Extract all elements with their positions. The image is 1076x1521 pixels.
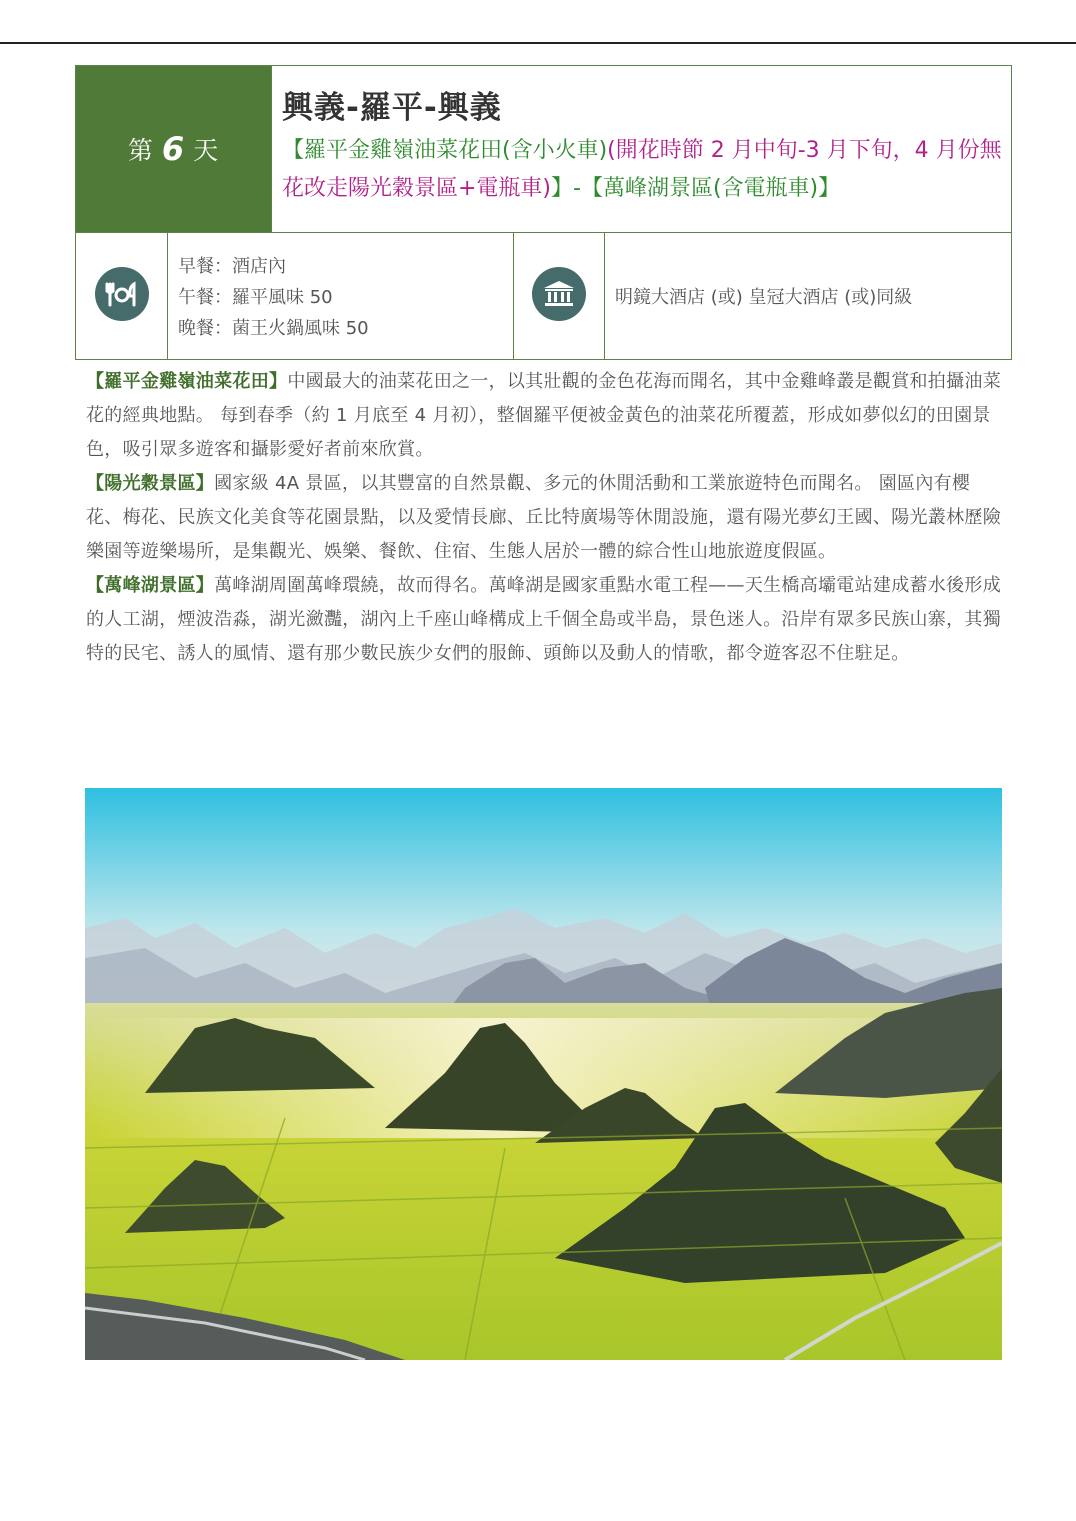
route-title: 興義-羅平-興義 [282, 90, 502, 126]
description-body: 萬峰湖周圍萬峰環繞，故而得名。萬峰湖是國家重點水電工程——天生橋高壩電站建成蓄水後形成的人工湖，煙波浩淼，湖光瀲灩，湖內上千座山峰構成上千個全島或半島，景色迷人。沿岸有眾多民族山寨，其獨特的民宅、誘人的風情、還有那少數民族少女們的服飾、頭飾以及動人的情歌，都令遊客忍不住駐足。 [86, 575, 1002, 664]
dining-icon [95, 267, 149, 321]
hotel-icon-cell [514, 233, 605, 359]
attraction-descriptions [86, 365, 1006, 671]
description-heading: 【羅平金雞嶺油菜花田】 [86, 371, 288, 392]
description-heading: 【萬峰湖景區】 [86, 575, 215, 596]
top-rule [0, 42, 1076, 44]
hotel-cell [605, 233, 1011, 359]
subtitle-part3: 】-【萬峰湖景區(含電瓶車)】 [551, 176, 841, 201]
day-header [271, 66, 1011, 232]
day-suffix: 天 [193, 136, 220, 165]
day-prefix: 第 [127, 136, 154, 165]
subtitle-part1: 【羅平金雞嶺油菜花田(含小火車) [282, 138, 608, 163]
rapeseed-field-landscape-photo [85, 788, 1002, 1360]
route-subtitle [282, 132, 1003, 208]
meal-icon-cell [76, 233, 168, 359]
description-paragraph [86, 569, 1006, 671]
lunch-text: 午餐：羅平風味 50 [178, 287, 333, 308]
description-body: 國家級 4A 景區，以其豐富的自然景觀、多元的休閒活動和工業旅遊特色而聞名。 園區內有櫻花、梅花、民族文化美食等花園景點，以及愛情長廊、丘比特廣場等休閒設施，還有陽光夢幻王國、陽光叢林歷險樂園等遊樂場所，是集觀光、娛樂、餐飲、住宿、生態人居於一體的綜合性山地旅遊度假區。 [86, 473, 1001, 562]
hotel-building-icon [532, 267, 586, 321]
description-heading: 【陽光穀景區】 [86, 473, 215, 494]
day-label [76, 66, 271, 232]
description-body: 中國最大的油菜花田之一，以其壯觀的金色花海而聞名，其中金雞峰叢是觀賞和拍攝油菜花的經典地點。 每到春季（約 1 月底至 4 月初），整個羅平便被金黃色的油菜花所覆蓋，形成如夢似幻的田園景色，吸引眾多遊客和攝影愛好者前來欣賞。 [86, 371, 1002, 460]
hotel-text: 明鏡大酒店 (或) 皇冠大酒店 (或)同級 [615, 287, 913, 308]
meals-cell [168, 233, 514, 359]
info-row [76, 232, 1011, 359]
description-paragraph [86, 365, 1006, 467]
dinner-text: 晚餐：菌王火鍋風味 50 [178, 318, 369, 339]
subtitle-part2: (開花時節 2 月中旬-3 月下旬，4 月份無花改走陽光穀景區+電瓶車) [282, 138, 1002, 201]
breakfast-text: 早餐：酒店內 [178, 256, 286, 277]
day-number: 6 [161, 130, 186, 168]
itinerary-day-box [75, 65, 1012, 360]
description-paragraph [86, 467, 1006, 569]
